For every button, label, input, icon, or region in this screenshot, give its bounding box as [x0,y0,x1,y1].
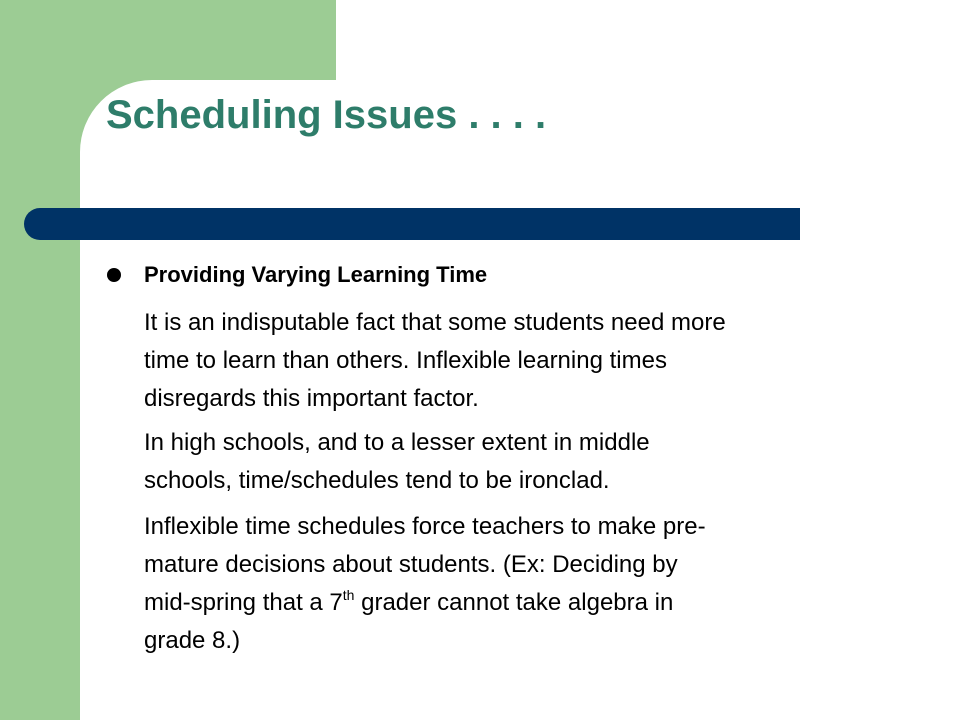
paragraph-text: mid-spring that a 7 [144,589,343,616]
paragraph-line: grade 8.) [144,627,241,654]
paragraph-line-with-superscript [144,584,706,622]
bullet-heading: Providing Varying Learning Time [144,262,488,287]
ordinal-superscript: th [342,587,355,603]
paragraph-line: disregards this important factor. [144,385,479,412]
paragraph-inflexible-schedules [144,508,706,660]
bullet-dot-icon [107,268,121,282]
paragraph-line: schools, time/schedules tend to be ironclad. [144,467,610,494]
paragraph-text: grader cannot take algebra in [354,589,674,616]
slide-title: Scheduling Issues . . . . [106,93,547,137]
paragraph-line: time to learn than others. Inflexible learning times [144,347,667,374]
paragraph-line: In high schools, and to a lesser extent in middle [144,429,650,456]
title-rule-bar [24,208,800,240]
paragraph-line: Inflexible time schedules force teachers to make pre- [144,513,706,540]
paragraph-line: mature decisions about students. (Ex: Deciding by [144,551,678,578]
paragraph-learning-time [144,304,726,418]
paragraph-line: It is an indisputable fact that some students need more [144,309,726,336]
paragraph-high-schools [144,424,650,500]
